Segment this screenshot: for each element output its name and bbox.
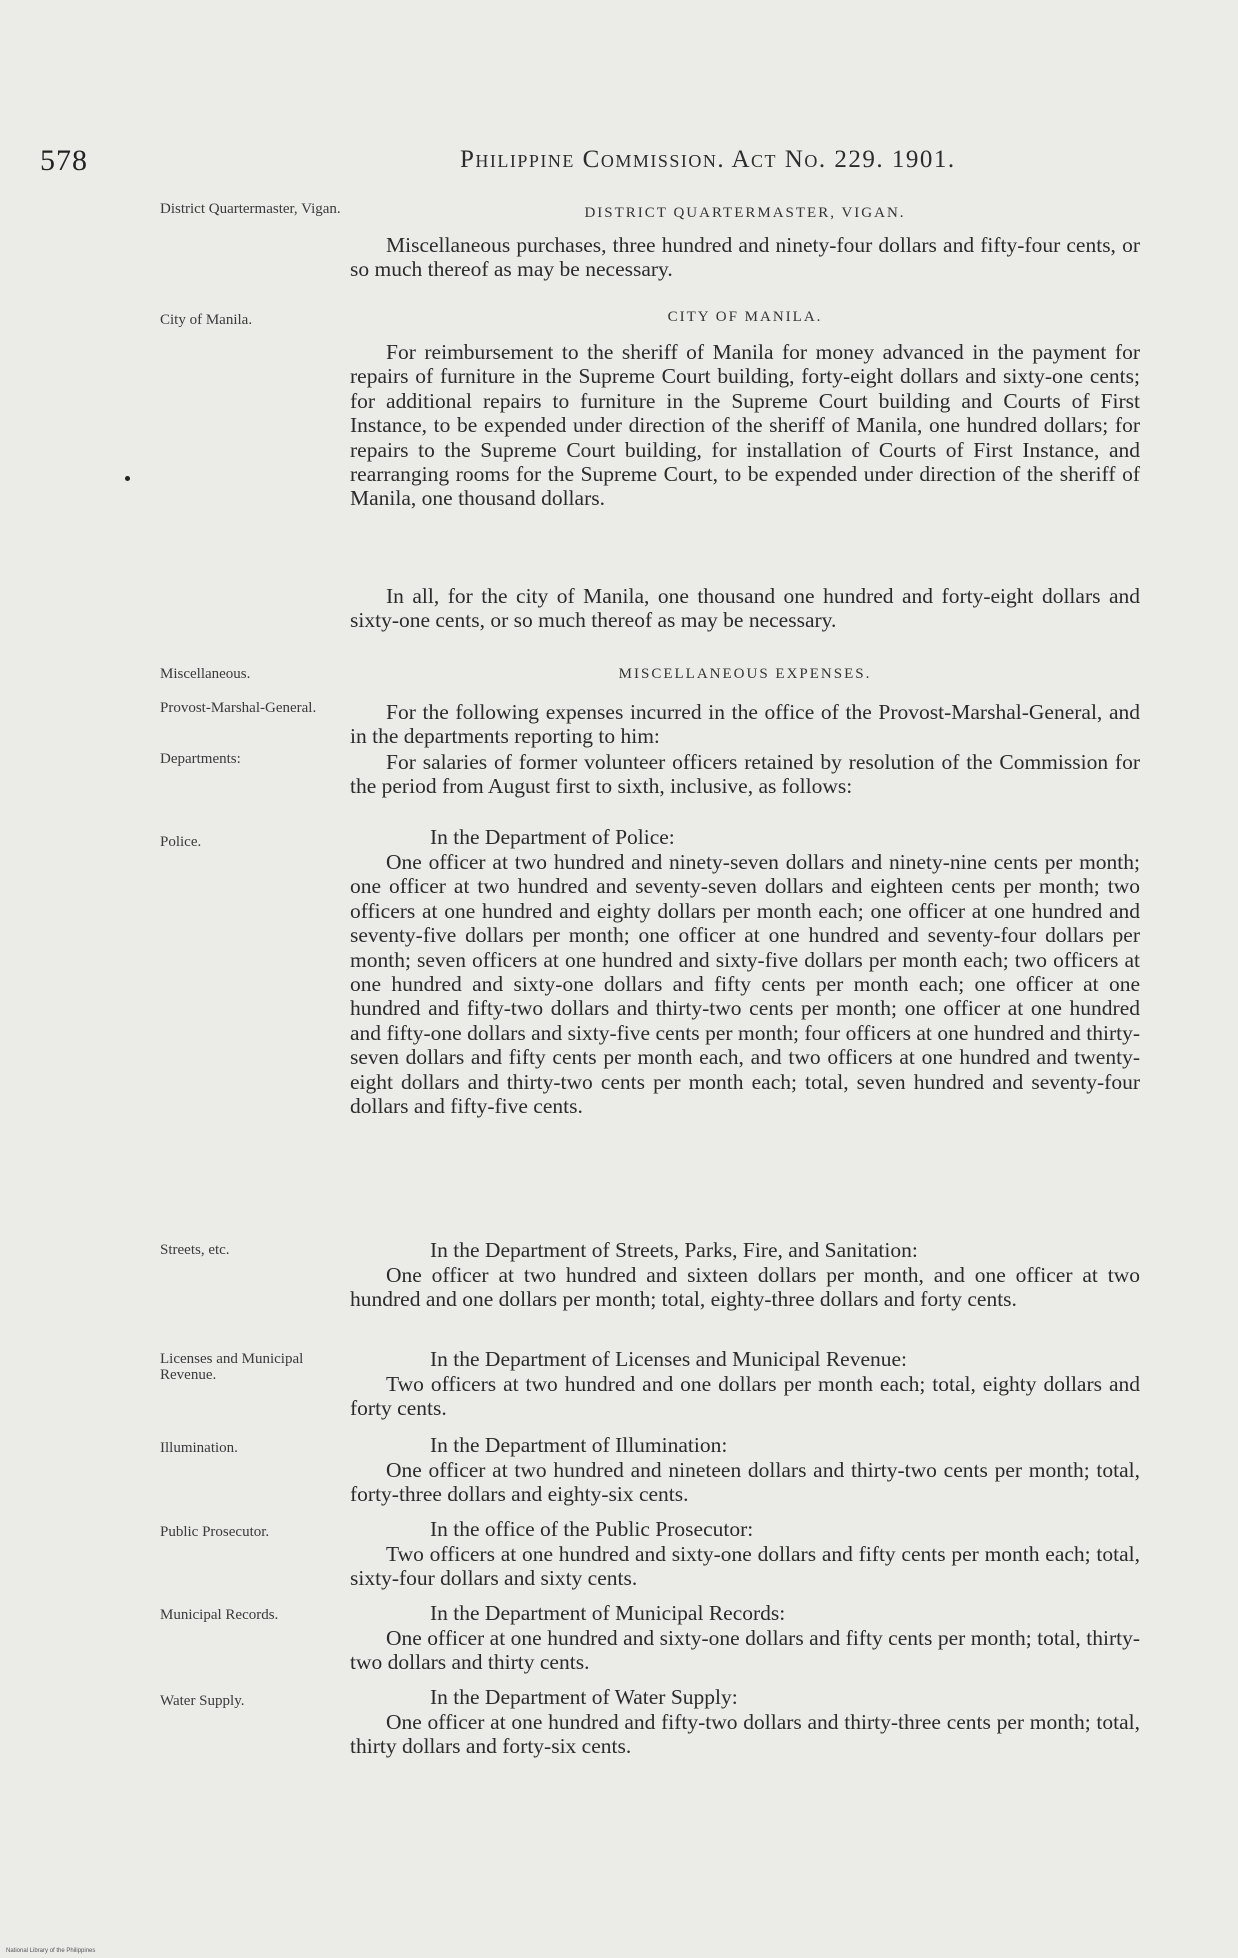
paragraph-vigan: Miscellaneous purchases, three hundred and ninety-four dollars and fifty-four cents, or so much thereof as may be necessary. xyxy=(350,233,1140,282)
paragraph-licenses-body: Two officers at two hundred and one dollars per month each; total, eighty dollars and forty cents. xyxy=(350,1372,1140,1421)
library-stamp: National Library of the Philippines xyxy=(6,1948,96,1954)
margin-note-streets: Streets, etc. xyxy=(160,1242,230,1258)
paragraph-manila-appropriation: For reimbursement to the sheriff of Manila for money advanced in the payment for repairs of furniture in the Supreme Court building, forty-eight dollars and sixty-one cents; for additional repairs to furniture in the Supreme Court building and Courts of First Instance, to be expended under direction of the sheriff of Manila, one hundred dollars; for repairs to the Supreme Court building, for installation of Courts of First Instance, and rearranging rooms for the Supreme Court, to be expended under direction of the sheriff of Manila, one thousand dollars. xyxy=(350,340,1140,511)
paragraph-licenses-heading: In the Department of Licenses and Municipal Revenue: xyxy=(430,1347,908,1371)
heading-district-quartermaster: DISTRICT QUARTERMASTER, VIGAN. xyxy=(584,205,906,221)
margin-note-licenses: Licenses and Municipal Revenue. xyxy=(160,1351,304,1383)
paragraph-prosecutor-body: Two officers at one hundred and sixty-one dollars and fifty cents per month each; total, sixty-four dollars and sixty cents. xyxy=(350,1542,1140,1591)
margin-note-miscellaneous: Miscellaneous. xyxy=(160,666,251,682)
paragraph-salaries: For salaries of former volunteer officers retained by resolution of the Commission for the period from August first to sixth, inclusive, as follows: xyxy=(350,750,1140,799)
paragraph-streets-body: One officer at two hundred and sixteen dollars per month, and one officer at two hundred and one dollars per month; total, eighty-three dollars and forty cents. xyxy=(350,1263,1140,1312)
paragraph-illumination-body: One officer at two hundred and nineteen dollars and thirty-two cents per month; total, forty-three dollars and eighty-six cents. xyxy=(350,1458,1140,1507)
heading-miscellaneous: MISCELLANEOUS EXPENSES. xyxy=(618,666,872,682)
margin-note-provost-marshal: Provost-Marshal-General. xyxy=(160,700,317,716)
margin-note-district-quartermaster: District Quartermaster, Vigan. xyxy=(160,201,341,217)
paragraph-water-body: One officer at one hundred and fifty-two dollars and thirty-three cents per month; total, thirty dollars and forty-six cents. xyxy=(350,1710,1140,1759)
margin-note-city-of-manila: City of Manila. xyxy=(160,312,253,328)
paragraph-prosecutor-heading: In the office of the Public Prosecutor: xyxy=(430,1517,754,1541)
paragraph-water-heading: In the Department of Water Supply: xyxy=(430,1685,738,1709)
paragraph-records-body: One officer at one hundred and sixty-one dollars and fifty cents per month; total, thirty-two dollars and thirty cents. xyxy=(350,1626,1140,1675)
margin-note-municipal-records: Municipal Records. xyxy=(160,1607,279,1623)
paragraph-illumination-heading: In the Department of Illumination: xyxy=(430,1433,728,1457)
ink-speck xyxy=(125,476,130,481)
margin-note-illumination: Illumination. xyxy=(160,1440,238,1456)
margin-note-police: Police. xyxy=(160,834,202,850)
paragraph-police-heading: In the Department of Police: xyxy=(430,825,675,849)
paragraph-police-body: One officer at two hundred and ninety-seven dollars and ninety-nine cents per month; one officer at two hundred and seventy-seven dollars and eighteen cents per month; two officers at one hundred and eighty dollars per month each; one officer at one hundred and seventy-five dollars per month; one officer at one hundred and seventy-four dollars per month; seven officers at one hundred and sixty-five dollars per month each; two officers at one hundred and sixty-one dollars and fifty cents per month each; one officer at one hundred and fifty-two dollars and thirty-two cents per month; one officer at one hundred and fifty-one dollars and sixty-five cents per month; four officers at one hundred and thirty-seven dollars and fifty cents per month each, and two officers at one hundred and twenty-eight dollars and thirty-two cents per month each; total, seven hundred and seventy-four dollars and fifty-five cents. xyxy=(350,850,1140,1119)
paragraph-manila-total: In all, for the city of Manila, one thousand one hundred and forty-eight dollars and sixty-one cents, or so much thereof as may be necessary. xyxy=(350,584,1140,633)
paragraph-streets-heading: In the Department of Streets, Parks, Fire, and Sanitation: xyxy=(430,1238,918,1262)
paragraph-provost-marshal: For the following expenses incurred in the office of the Provost-Marshal-General, and in the departments reporting to him: xyxy=(350,700,1140,749)
margin-note-public-prosecutor: Public Prosecutor. xyxy=(160,1524,270,1540)
running-head: Philippine Commission. Act No. 229. 1901. xyxy=(460,146,956,173)
heading-city-of-manila: CITY OF MANILA. xyxy=(667,309,823,325)
margin-note-water-supply: Water Supply. xyxy=(160,1693,245,1709)
page-number: 578 xyxy=(40,144,88,177)
paragraph-records-heading: In the Department of Municipal Records: xyxy=(430,1601,786,1625)
margin-note-departments: Departments: xyxy=(160,751,241,767)
